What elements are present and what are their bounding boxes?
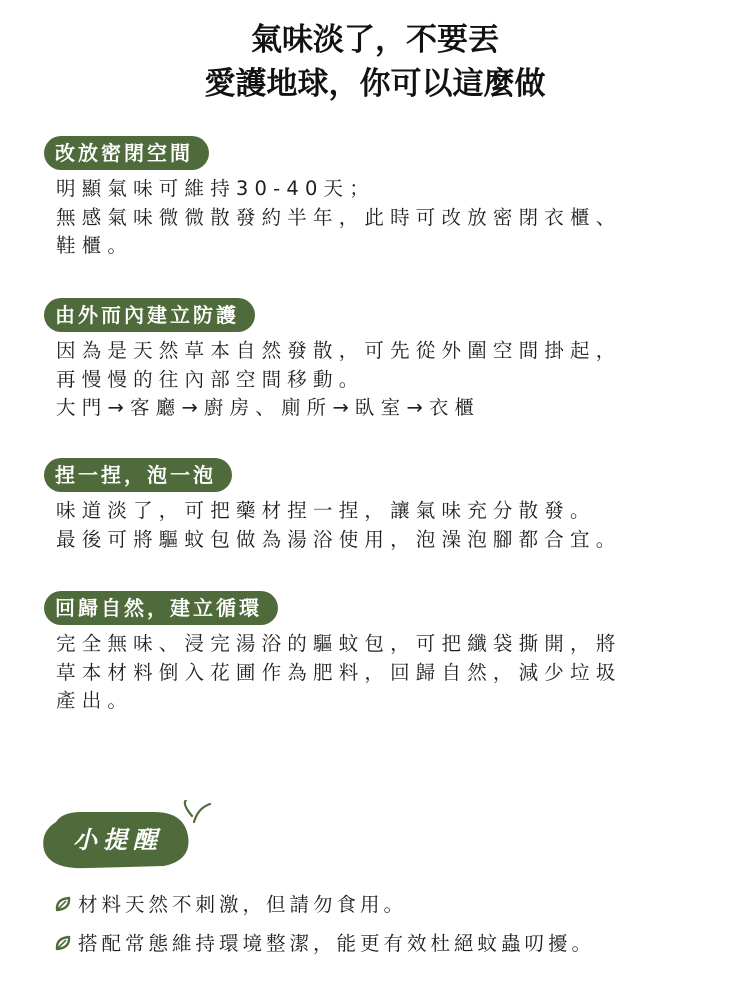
tip-item <box>54 891 407 919</box>
tips-badge-shape <box>42 800 212 880</box>
body-line: 鞋櫃。 <box>56 234 134 257</box>
section-heading: 改放密閉空間 <box>44 136 209 170</box>
body-line: 產出。 <box>56 689 134 712</box>
section-outside-in <box>44 298 694 423</box>
body-line: 明顯氣味可維持30-40天； <box>56 177 375 200</box>
tips-badge-label: 小提醒 <box>73 826 163 854</box>
section-body <box>44 497 694 554</box>
body-line: 草本材料倒入花圃作為肥料，回歸自然，減少垃圾 <box>56 660 622 684</box>
body-line: 味道淡了，可把藥材捏一捏，讓氣味充分散發。 <box>56 499 596 522</box>
section-body <box>44 175 694 261</box>
body-line: 大門→客廳→廚房、廁所→臥室→衣櫃 <box>56 396 481 419</box>
section-body <box>44 630 694 716</box>
body-line: 最後可將驅蚊包做為湯浴使用，泡澡泡腳都合宜。 <box>56 527 622 551</box>
section-heading: 由外而內建立防護 <box>44 298 255 332</box>
leaf-icon <box>54 934 72 952</box>
body-line: 完全無味、浸完湯浴的驅蚊包，可把纖袋撕開，將 <box>56 632 622 655</box>
leaf-sprout-icon <box>185 800 192 816</box>
section-sealed-space <box>44 136 694 261</box>
page-title-line-2: 愛護地球，你可以這麼做 <box>204 66 546 102</box>
section-heading: 捏一捏，泡一泡 <box>44 458 232 492</box>
body-line: 再慢慢的往內部空間移動。 <box>56 367 365 391</box>
tip-item <box>54 930 595 958</box>
tip-text: 搭配常態維持環境整潔，能更有效杜絕蚊蟲叨擾。 <box>78 932 596 955</box>
section-squeeze-soak <box>44 458 694 554</box>
body-line: 因為是天然草本自然發散，可先從外圍空間掛起， <box>56 339 622 362</box>
section-body <box>44 337 694 423</box>
section-return-to-nature <box>44 591 694 716</box>
body-line: 無感氣味微微散發約半年，此時可改放密閉衣櫃、 <box>56 205 622 229</box>
tip-text: 材料天然不刺激，但請勿食用。 <box>78 893 408 916</box>
section-heading: 回歸自然，建立循環 <box>44 591 278 625</box>
tips-badge <box>42 800 212 880</box>
page-title-line-1: 氣味淡了，不要丟 <box>251 22 499 58</box>
leaf-icon <box>54 895 72 913</box>
